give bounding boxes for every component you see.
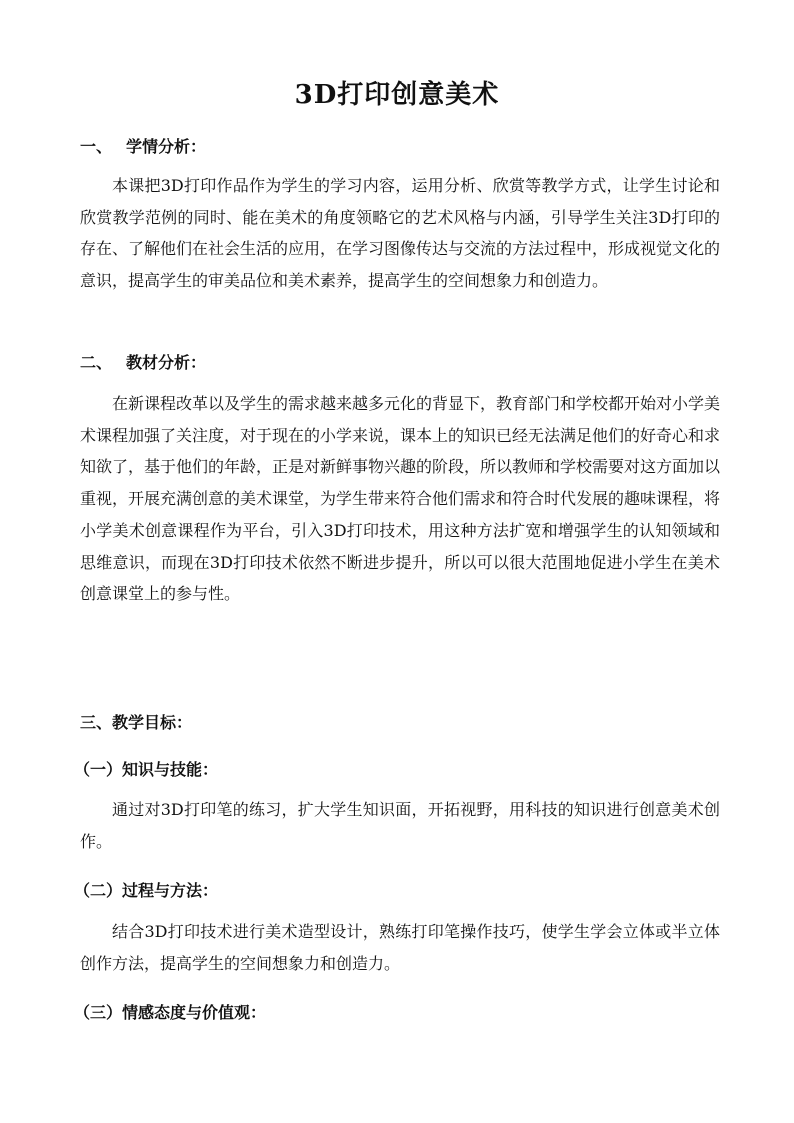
section-heading-learning-analysis <box>80 134 206 157</box>
section-title: 教材分析： <box>126 353 207 372</box>
section-number: 一、 <box>80 137 113 156</box>
section-title: 学情分析： <box>126 137 207 156</box>
goal-heading-emotion-values: （三）情感态度与价值观： <box>74 1003 267 1022</box>
section-heading-teaching-goals: 三、教学目标： <box>80 713 193 732</box>
document-title: 3D打印创意美术 <box>294 80 500 110</box>
section-body-material-analysis: 在新课程改革以及学生的需求越来越多元化的背显下，教育部门和学校都开始对小学美术课程加强了关注度，对于现在的小学来说，课本上的知识已经无法满足他们的好奇心和求知欲了，基于他们的年龄，正是对新鲜事物兴趣的阶段，所以教师和学校需要对这方面加以重视，开展充满创意的美术课堂，为学生带来符合他们需求和符合时代发展的趣味课程，将小学美术创意课程作为平台，引入3D打印技术，用这种方法扩宽和增强学生的认知领域和思维意识，而现在3D打印技术依然不断进步提升，所以可以很大范围地促进小学生在美术创意课堂上的参与性。 <box>80 394 721 604</box>
goal-body-knowledge-skills: 通过对3D打印笔的练习，扩大学生知识面，开拓视野，用科技的知识进行创意美术创作。 <box>80 800 720 851</box>
goal-heading-knowledge-skills: （一）知识与技能： <box>74 760 219 779</box>
section-number: 二、 <box>80 353 113 372</box>
section-body-learning-analysis: 本课把3D打印作品作为学生的学习内容，运用分析、欣赏等教学方式，让学生讨论和欣赏教学范例的同时、能在美术的角度领略它的艺术风格与内涵，引导学生关注3D打印的存在、了解他们在社会生活的应用，在学习图像传达与交流的方法过程中，形成视觉文化的意识，提高学生的审美品位和美术素养，提高学生的空间想象力和创造力。 <box>80 176 721 291</box>
goal-body-process-methods: 结合3D打印技术进行美术造型设计，熟练打印笔操作技巧，使学生学会立体或半立体创作方法，提高学生的空间想象力和创造力。 <box>80 922 720 973</box>
section-heading-material-analysis <box>80 350 206 373</box>
goal-heading-process-methods: （二）过程与方法： <box>74 881 219 900</box>
